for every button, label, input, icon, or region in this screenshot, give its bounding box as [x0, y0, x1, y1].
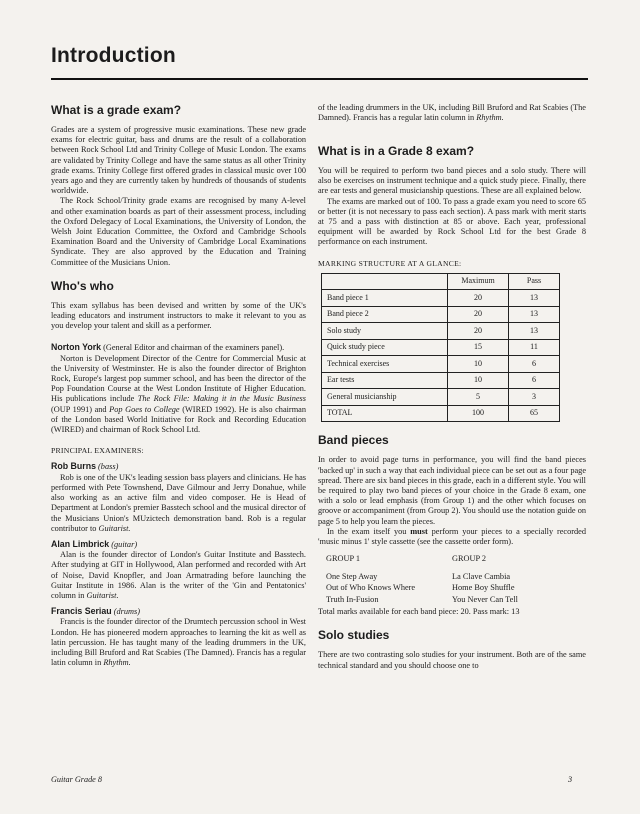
whos-who-heading: Who's who [51, 278, 114, 293]
list-item: You Never Can Tell [452, 594, 518, 604]
alan-limbrick-bio: Alan is the founder director of London's Guitar Institute and Basstech. After studying at GIT in Hollywood, Alan performed and recorded with Art of Noise, David Knopfler, and Joan Armatrading before launching the Guitar Institute in 1986. Alan is the writer of the 'Gin and Pentatonics' column in Guitarist. [51, 550, 306, 600]
grade-exam-paragraph-1: Grades are a system of progressive music examinations. These new grade exams for electric guitar, bass and drums are the result of a collaboration between Rock School Ltd and Trinity College of Music London. The exams are validated by Trinity College and have the same status as all other Trinity grade exams. Trinity College first offered grades in classical music over 100 years ago and they are currently taken by hundreds of thousands of students worldwide. [51, 125, 306, 196]
group-1-label: GROUP 1 [326, 554, 361, 564]
table-row [322, 389, 560, 406]
table-cell: Ear tests [322, 372, 448, 389]
band-pieces-total-note: Total marks available for each band piece: 20. Pass mark: 13 [318, 607, 520, 617]
rob-burns-role: (bass) [98, 462, 119, 472]
band-pieces-paragraph-2: In the exam itself you must perform your pieces to a specially recorded 'music minus 1' style cassette (see the cassette order form). [318, 526, 586, 546]
table-cell: 3 [509, 389, 560, 406]
band-pieces-heading: Band pieces [318, 433, 389, 448]
table-row [322, 323, 560, 340]
table-row [322, 372, 560, 389]
solo-studies-paragraph-1: There are two contrasting solo studies for your instrument. Both are of the same technical standard and you should choose one to [318, 650, 586, 670]
rob-burns-bio: Rob is one of the UK's leading session bass players and clinicians. He has performed with Pete Townshend, Dave Gilmour and Jerry Donahue, while also working as an active film and video composer. He is Head of Department at London's premier Basstech school and the musical director of the Musicians Union's MUzictech demonstration band. Rob is a regular contributor to Guitarist. [51, 472, 306, 533]
table-header: Pass [509, 273, 560, 290]
marking-structure-table [321, 273, 560, 423]
francis-seriau-bio-start: Francis is the founder director of the Drumtech percussion school in West London. He has pioneered modern approaches to learning the kit as well as latin percussion. He has taught many of the leading drummers in the UK, including Bill Bruford and Rat Scabies (The Damned). Francis has a regular latin column in Rhythm. [51, 617, 306, 668]
rob-burns-entry [51, 461, 306, 472]
alan-limbrick-name: Alan Limbrick [51, 538, 110, 549]
whos-who-intro: This exam syllabus has been devised and written by some of the UK's leading educators and instrument instructors to make it relevant to you as you develop your talent and skill as a performer. [51, 300, 306, 331]
table-row [322, 339, 560, 356]
francis-seriau-role: (drums) [113, 607, 140, 617]
book-title-pop-goes-to-college: Pop Goes to College [109, 404, 180, 414]
page-title: Introduction [51, 44, 176, 67]
table-header-row [322, 273, 560, 290]
francis-seriau-name: Francis Seriau [51, 606, 112, 617]
table-cell: Technical exercises [322, 356, 448, 373]
table-cell: 5 [448, 389, 509, 406]
francis-seriau-bio-continued: of the leading drummers in the UK, including Bill Bruford and Rat Scabies (The Damned). Francis has a regular latin column in Rhythm. [318, 103, 586, 123]
table-cell: Band piece 2 [322, 306, 448, 323]
table-cell: 15 [448, 339, 509, 356]
right-column [318, 103, 586, 671]
book-title-rock-file: The Rock File: Making it in the Music Business [137, 394, 306, 404]
norton-york-bio: Norton is Development Director of the Centre for Commercial Music at the University of Westminster. He is also the founder director of Brighton Rock, Europe's largest pop summer school, and has been the director of the Pop Foundation Course at the West London Institute of Higher Education. His publications include The Rock File: Making it in the Music Business (OUP 1991) and Pop Goes to College (WIRED 1992). He is also chairman of the London based World Initiative for Rock and Recording Education (WIRED) and chairman of Rock School Ltd. [51, 353, 306, 435]
table-cell: 11 [509, 339, 560, 356]
solo-studies-heading: Solo studies [318, 628, 390, 643]
group-1 [326, 553, 452, 605]
norton-york-name: Norton York [51, 342, 102, 353]
group-2 [452, 553, 518, 605]
table-cell: Solo study [322, 323, 448, 340]
list-item: Truth In-Fusion [326, 594, 379, 604]
table-cell: 13 [509, 290, 560, 307]
grade8-paragraph-2: The exams are marked out of 100. To pass a grade exam you need to score 65 or better (it is not necessary to pass each section). A pass mark with merit starts at 75 and a pass with distinction at 85 or above. Each year, professional equipment will be awarded by Rock School Ltd for the best Grade 8 performance on each instrument. [318, 196, 586, 247]
band-pieces-paragraph-1: In order to avoid page turns in performance, you will find the band pieces 'backed up' in such a way that each individual piece can be set out as a four page spread. There are six band pieces in this grade, each in a different style. You will be required to play two band pieces of your choice in the Grade 8 exam, one with a solo or lead emphasis (from Group 1) and the other which focuses on groove or accompaniment (from Group 2). You should use the notation guide on page 5 to help you learn the pieces. [318, 455, 586, 526]
norton-york-role: (General Editor and chairman of the examiners panel). [103, 343, 285, 353]
group-2-label: GROUP 2 [452, 554, 487, 564]
table-row [322, 306, 560, 323]
list-item: Out of Who Knows Where [326, 583, 416, 593]
table-cell: 10 [448, 356, 509, 373]
table-cell: 20 [448, 290, 509, 307]
table-cell: 100 [448, 405, 509, 422]
page-number: 3 [568, 775, 573, 784]
francis-seriau-entry [51, 606, 306, 617]
marking-table-caption: MARKING STRUCTURE AT A GLANCE: [318, 258, 462, 268]
alan-limbrick-role: (guitar) [111, 539, 138, 549]
table-row [322, 290, 560, 307]
table-header: Maximum [448, 273, 509, 290]
table-cell: General musicianship [322, 389, 448, 406]
table-cell: 13 [509, 323, 560, 340]
table-cell: Quick study piece [322, 339, 448, 356]
table-cell: 13 [509, 306, 560, 323]
grade8-paragraph-1: You will be required to perform two band pieces and a solo study. There will also be exercises on instrument technique and a quick study piece. Finally, there are ear tests and general musicianship questions. These are all explained below. [318, 166, 586, 196]
band-piece-groups [326, 553, 586, 605]
title-rule [51, 78, 588, 80]
table-cell: 65 [509, 405, 560, 422]
list-item: La Clave Cambia [452, 571, 511, 581]
left-column [51, 103, 306, 668]
table-row [322, 405, 560, 422]
table-cell: 20 [448, 323, 509, 340]
norton-york-entry [51, 342, 306, 353]
footer-book-title: Guitar Grade 8 [51, 775, 102, 784]
must-emphasis: must [410, 526, 428, 536]
table-cell: TOTAL [322, 405, 448, 422]
table-cell: 6 [509, 356, 560, 373]
table-cell: 10 [448, 372, 509, 389]
grade-exam-heading: What is a grade exam? [51, 103, 182, 117]
table-cell: 20 [448, 306, 509, 323]
table-cell: Band piece 1 [322, 290, 448, 307]
alan-limbrick-entry [51, 539, 306, 550]
list-item: Home Boy Shuffle [452, 583, 515, 593]
table-row [322, 356, 560, 373]
principal-examiners-label: PRINCIPAL EXAMINERS: [51, 446, 144, 456]
list-item: One Step Away [326, 571, 378, 581]
grade-exam-paragraph-2: The Rock School/Trinity grade exams are recognised by many A-level and other examination boards as part of their assessment process, including the Oxford Delegacy of Local Examinations, the University of London, the Welsh Joint Education Committee, the Oxford and Cambridge Schools Examination Board and the University of Cambridge Local Examinations Syndicate. They are also approved by the Education and Training Committee of the Musicians Union. [51, 196, 306, 267]
table-cell: 6 [509, 372, 560, 389]
grade8-heading: What is in a Grade 8 exam? [318, 144, 475, 158]
rob-burns-name: Rob Burns [51, 461, 96, 472]
table-header [322, 273, 448, 290]
